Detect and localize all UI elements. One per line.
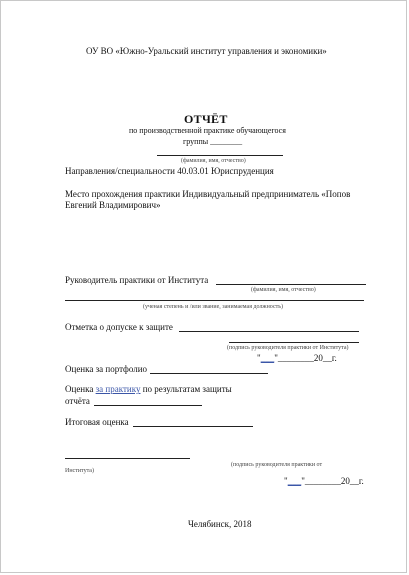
admission-mark-line [179,331,359,332]
supervisor-degree-caption: (ученая степень и /или звание, занимаемая должность) [143,304,283,310]
signature-date [284,477,364,486]
final-grade-line [133,426,253,427]
admission-label: Отметка о допуске к защите [65,322,173,332]
admission-date-quote-open: " [257,353,261,363]
student-name-line [157,155,283,156]
place-line-1: Место прохождения практики Индивидуальный предприниматель «Попов [65,189,351,199]
practice-grade-label [65,385,232,394]
practice-grade-prefix: Оценка [65,384,94,394]
signature-line [65,458,190,459]
supervisor-name-caption: (фамилия, имя, отчество) [251,287,316,293]
signature-caption-right: (подпись руководителя практики от [231,462,323,468]
document-subtitle: по производственной практике обучающегося [129,126,286,135]
admission-date [257,354,337,363]
signature-caption-left: Института) [65,468,94,474]
practice-grade-link: за практику [95,384,141,394]
admission-sign-caption: (подпись руководителя практики от Института) [227,345,349,351]
group-label-text: группы [183,137,209,146]
portfolio-grade-line [150,373,268,374]
practice-grade-line [94,405,202,406]
supervisor-label: Руководитель практики от Института [65,275,209,285]
practice-grade-suffix: по результатам защиты [142,384,232,394]
admission-date-quote-close: " [274,353,278,363]
place-line-2: Евгений Владимирович» [65,200,161,210]
signature-date-day: ___ [287,476,302,486]
final-grade-label: Итоговая оценка [65,417,129,427]
practice-grade-line-2: отчёта [65,396,90,406]
admission-date-month: ________ [277,353,314,363]
supervisor-degree-line [65,300,364,301]
supervisor-name-line [216,284,366,285]
direction-text: Направления/специальности 40.03.01 Юриспруденция [65,166,274,176]
institution-header: ОУ ВО «Южно-Уральский институт управления и экономики» [86,46,327,56]
student-name-caption: (фамилия, имя, отчество) [181,158,246,164]
signature-date-quote-open: " [284,476,288,486]
signature-date-quote-close: " [301,476,305,486]
group-blank: ________ [210,137,243,146]
admission-date-day: ___ [260,353,275,363]
admission-date-year: 20__г. [313,353,337,363]
signature-date-year: 20__г. [340,476,364,486]
footer-city-year: Челябинск, 2018 [188,519,252,529]
signature-date-month: ________ [304,476,341,486]
document-title: ОТЧЁТ [184,112,228,126]
portfolio-label: Оценка за портфолио [65,364,148,374]
group-label [183,138,242,146]
admission-sign-line [229,342,359,343]
